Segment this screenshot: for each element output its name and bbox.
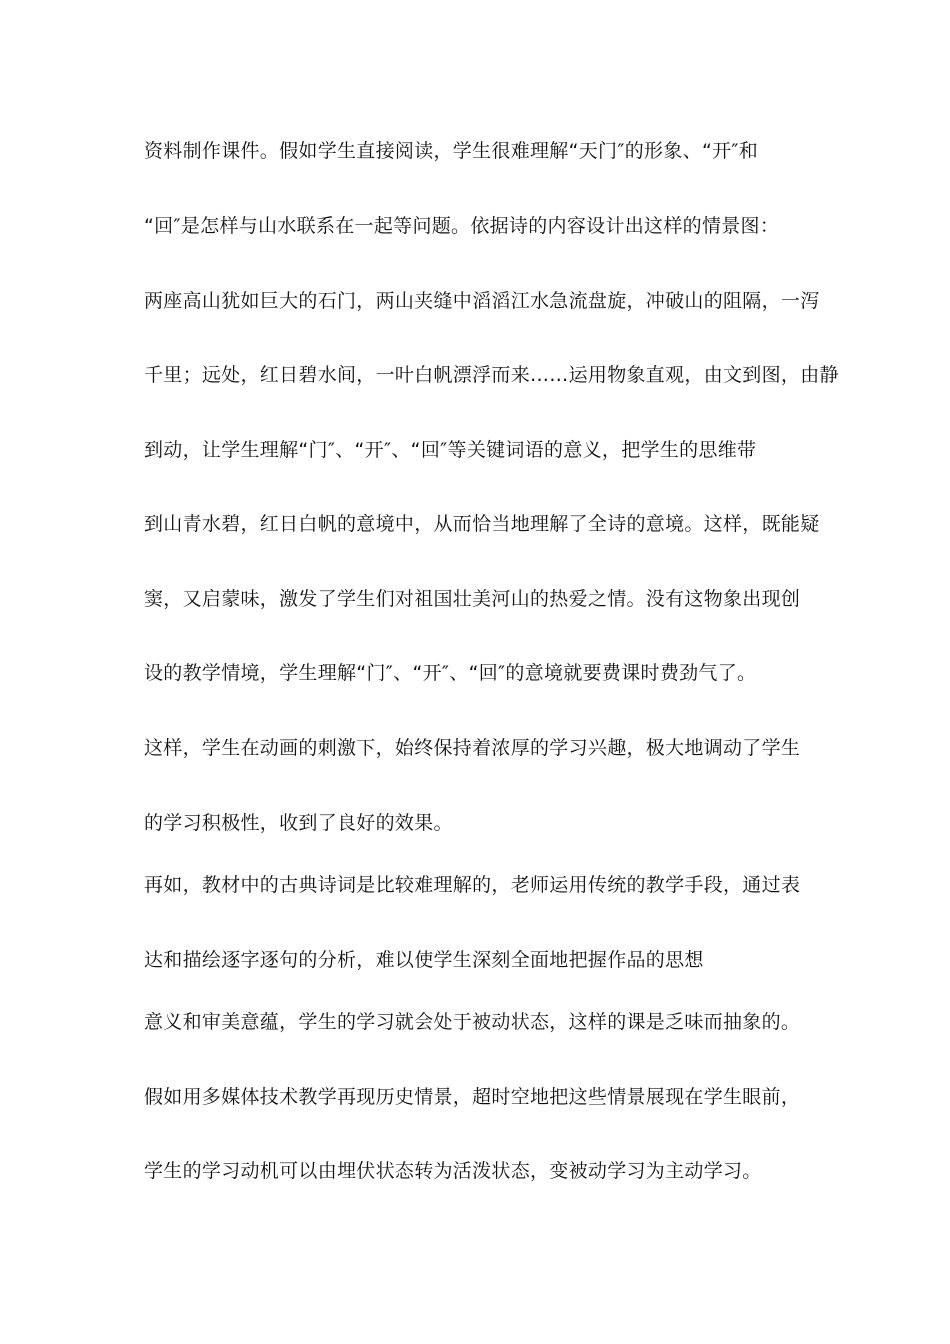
paragraph-line: 假如用多媒体技术教学再现历史情景，超时空地把这些情景展现在学生眼前， [144,1086,801,1108]
paragraph-line: 到山青水碧，红日白帆的意境中，从而恰当地理解了全诗的意境。这样，既能疑 [144,513,820,535]
paragraph-line: 设的教学情境，学生理解“门″、“开″、“回″的意境就要费课时费劲气了。 [144,662,757,684]
paragraph-line: “回″是怎样与山水联系在一起等问题。依据诗的内容设计出这样的情景图： [144,215,780,237]
paragraph-line: 到动，让学生理解“门″、“开″、“回″等关键词语的意义，把学生的思维带 [144,439,757,461]
paragraph-line: 的学习积极性，收到了良好的效果。 [144,812,453,834]
paragraph-line: 再如，教材中的古典诗词是比较难理解的，老师运用传统的教学手段，通过表 [144,874,801,896]
paragraph-line: 两座高山犹如巨大的石门，两山夹缝中滔滔江水急流盘旋，冲破山的阻隔，一泻 [144,290,820,312]
paragraph-line: 达和描绘逐字逐句的分析，难以使学生深刻全面地把握作品的思想 [144,949,704,971]
paragraph-line: 这样，学生在动画的刺激下，始终保持着浓厚的学习兴趣，极大地调动了学生 [144,737,801,759]
paragraph-line: 学生的学习动机可以由埋伏状态转为活泼状态，变被动学习为主动学习。 [144,1160,762,1182]
paragraph-line: 窦，又启蒙味，激发了学生们对祖国壮美河山的热爱之情。没有这物象出现创 [144,588,801,610]
paragraph-line: 意义和审美意蕴，学生的学习就会处于被动状态，这样的课是乏味而抽象的。 [144,1011,801,1033]
paragraph-line: 资料制作课件。假如学生直接阅读，学生很难理解“天门″的形象、“开″和 [144,140,759,162]
paragraph-line: 千里；远处，红日碧水间，一叶白帆漂浮而来……运用物象直观，由文到图，由静 [144,364,839,386]
